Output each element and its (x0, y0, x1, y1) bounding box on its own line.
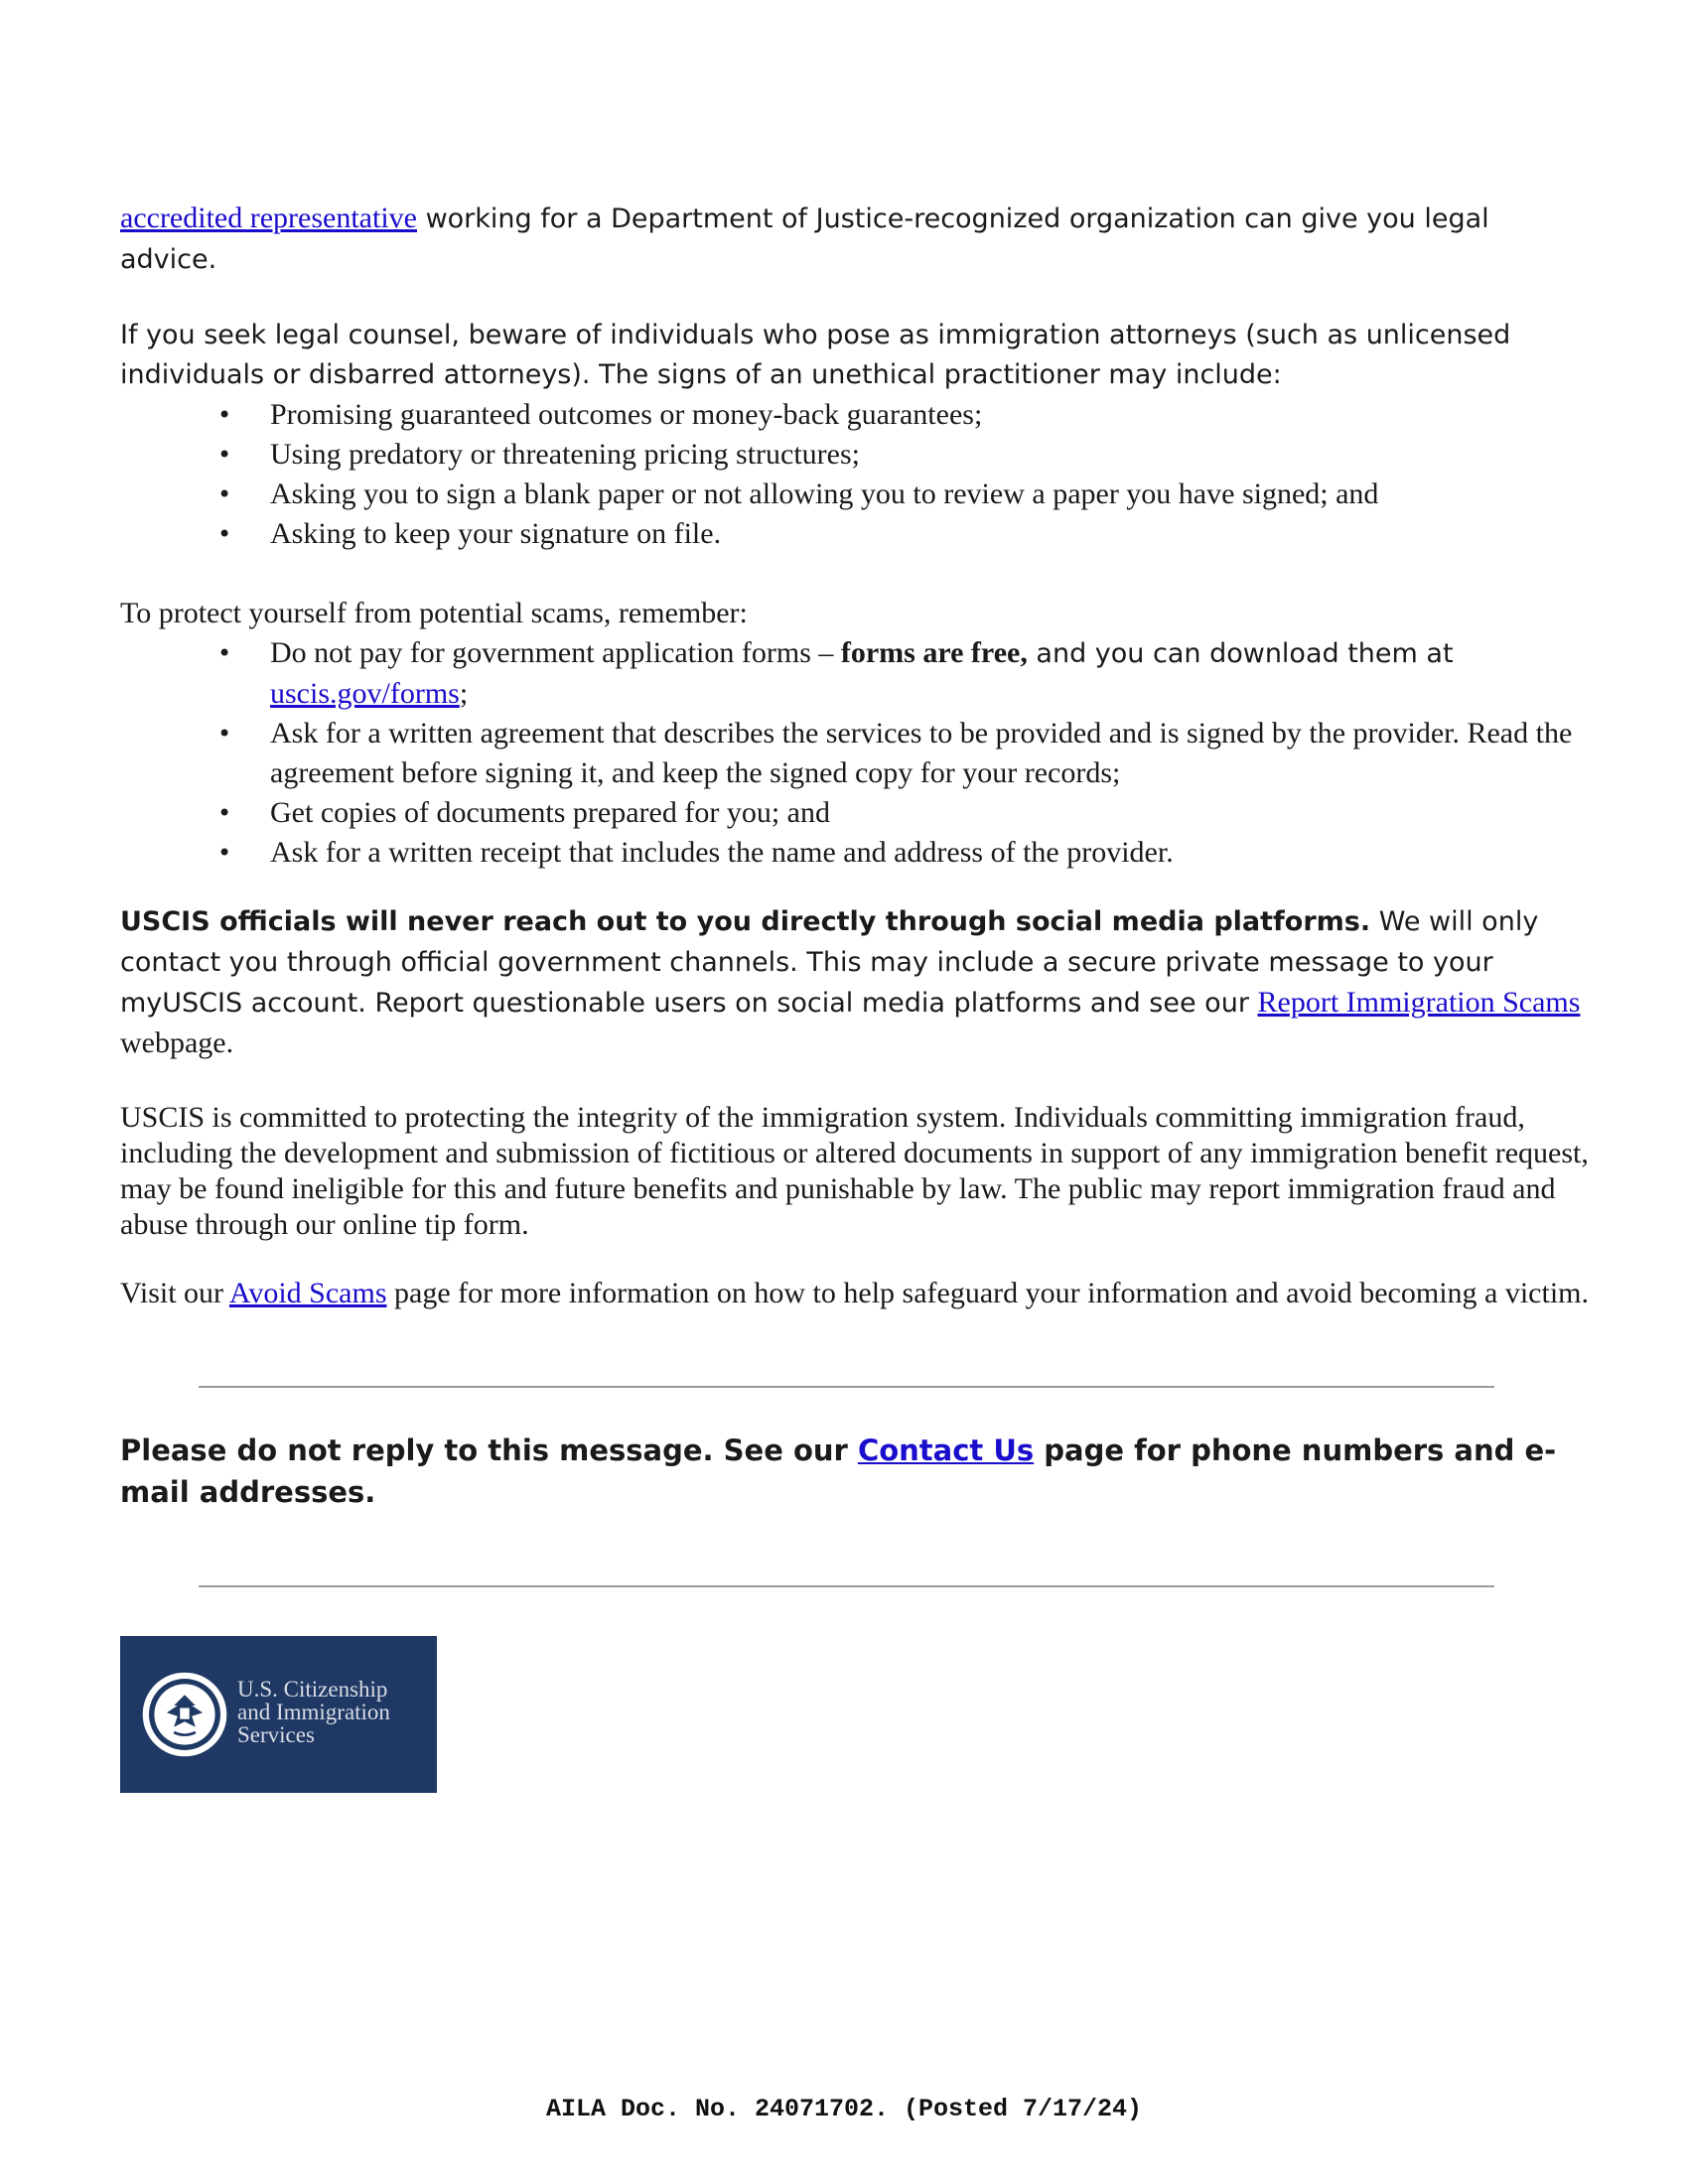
paragraph-legal-advice (120, 199, 1590, 280)
unethical-signs-list (120, 395, 1590, 554)
paragraph-text: page for more information on how to help safeguard your information and avoid becoming a victim. (386, 1277, 1590, 1309)
list-item: • Promising guaranteed outcomes or money-back guarantees; (120, 395, 1590, 435)
paragraph-bold-text: USCIS officials will never reach out to you directly through social media platforms. (120, 906, 1371, 937)
logo-line: and Immigration (237, 1700, 390, 1724)
report-immigration-scams-link[interactable]: Report Immigration Scams (1257, 986, 1581, 1019)
list-item: • Ask for a written agreement that describes the services to be provided and is signed by the provider. Read the agreement before signing it, and keep the signed copy for your records; (120, 714, 1590, 793)
paragraph-unethical-practitioner (120, 316, 1590, 554)
paragraph-text: working for a Department of Justice-recognized organization can give you legal advice. (120, 204, 1489, 275)
paragraph-text: USCIS is committed to protecting the integrity of the immigration system. Individuals committing immigration fraud, including the development and submission of fictitious or altered documents in support of any immigration benefit request, may be found ineligible for this and future benefits and punishable by law. The public may report immigration fraud and abuse through our online tip form. (120, 1101, 1589, 1241)
contact-us-link[interactable]: Contact Us (857, 1433, 1035, 1467)
paragraph-avoid-scams (120, 1275, 1590, 1312)
accredited-representative-link[interactable]: accredited representative (120, 202, 417, 234)
logo-line: U.S. Citizenship (237, 1677, 388, 1702)
avoid-scams-link[interactable]: Avoid Scams (228, 1277, 387, 1309)
item-bold-text: forms are free, (840, 636, 1028, 669)
logo-line: Services (237, 1722, 315, 1747)
list-item: • Using predatory or threatening pricing structures; (120, 435, 1590, 475)
intro-text: To protect yourself from potential scams, remember: (120, 597, 748, 629)
paragraph-text: webpage. (120, 1026, 234, 1059)
logo-text (237, 1678, 436, 1746)
uscis-forms-link[interactable]: uscis.gov/forms (270, 677, 460, 710)
divider (199, 1386, 1494, 1388)
divider (199, 1585, 1494, 1587)
paragraph-text: We will only contact you through official government channels. This may include a secure private message to your myUSCIS account. Report questionable users on social media platforms and see our (120, 906, 1539, 1019)
protect-list (120, 633, 1590, 873)
list-item: • Get copies of documents prepared for you; and (120, 793, 1590, 833)
paragraph-integrity (120, 1100, 1590, 1243)
list-item: • Asking to keep your signature on file. (120, 514, 1590, 554)
paragraph-protect-yourself (120, 594, 1590, 873)
dhs-seal-icon (140, 1670, 229, 1759)
notice-text: Please do not reply to this message. See our (120, 1433, 858, 1467)
paragraph-intro (120, 594, 1590, 633)
list-item (120, 633, 1590, 714)
item-text: Do not pay for government application forms – (270, 636, 841, 669)
item-text: ; (459, 677, 469, 710)
paragraph-text: Visit our (120, 1277, 229, 1309)
list-item: • Ask for a written receipt that includes the name and address of the provider. (120, 833, 1590, 873)
notice-text: page for phone numbers and e-mail addresses. (120, 1433, 1557, 1509)
paragraph-intro: If you seek legal counsel, beware of individuals who pose as immigration attorneys (such as unlicensed individuals or disbarred attorneys). The signs of an unethical practitioner may include: (120, 320, 1511, 390)
paragraph-social-media (120, 901, 1590, 1063)
item-text: and you can download them at (1027, 638, 1454, 669)
list-item: • Asking you to sign a blank paper or not allowing you to review a paper you have signed; and (120, 475, 1590, 514)
uscis-logo (120, 1636, 437, 1793)
aila-doc-footer: AILA Doc. No. 24071702. (Posted 7/17/24) (545, 2095, 1143, 2123)
do-not-reply-notice (120, 1430, 1590, 1513)
